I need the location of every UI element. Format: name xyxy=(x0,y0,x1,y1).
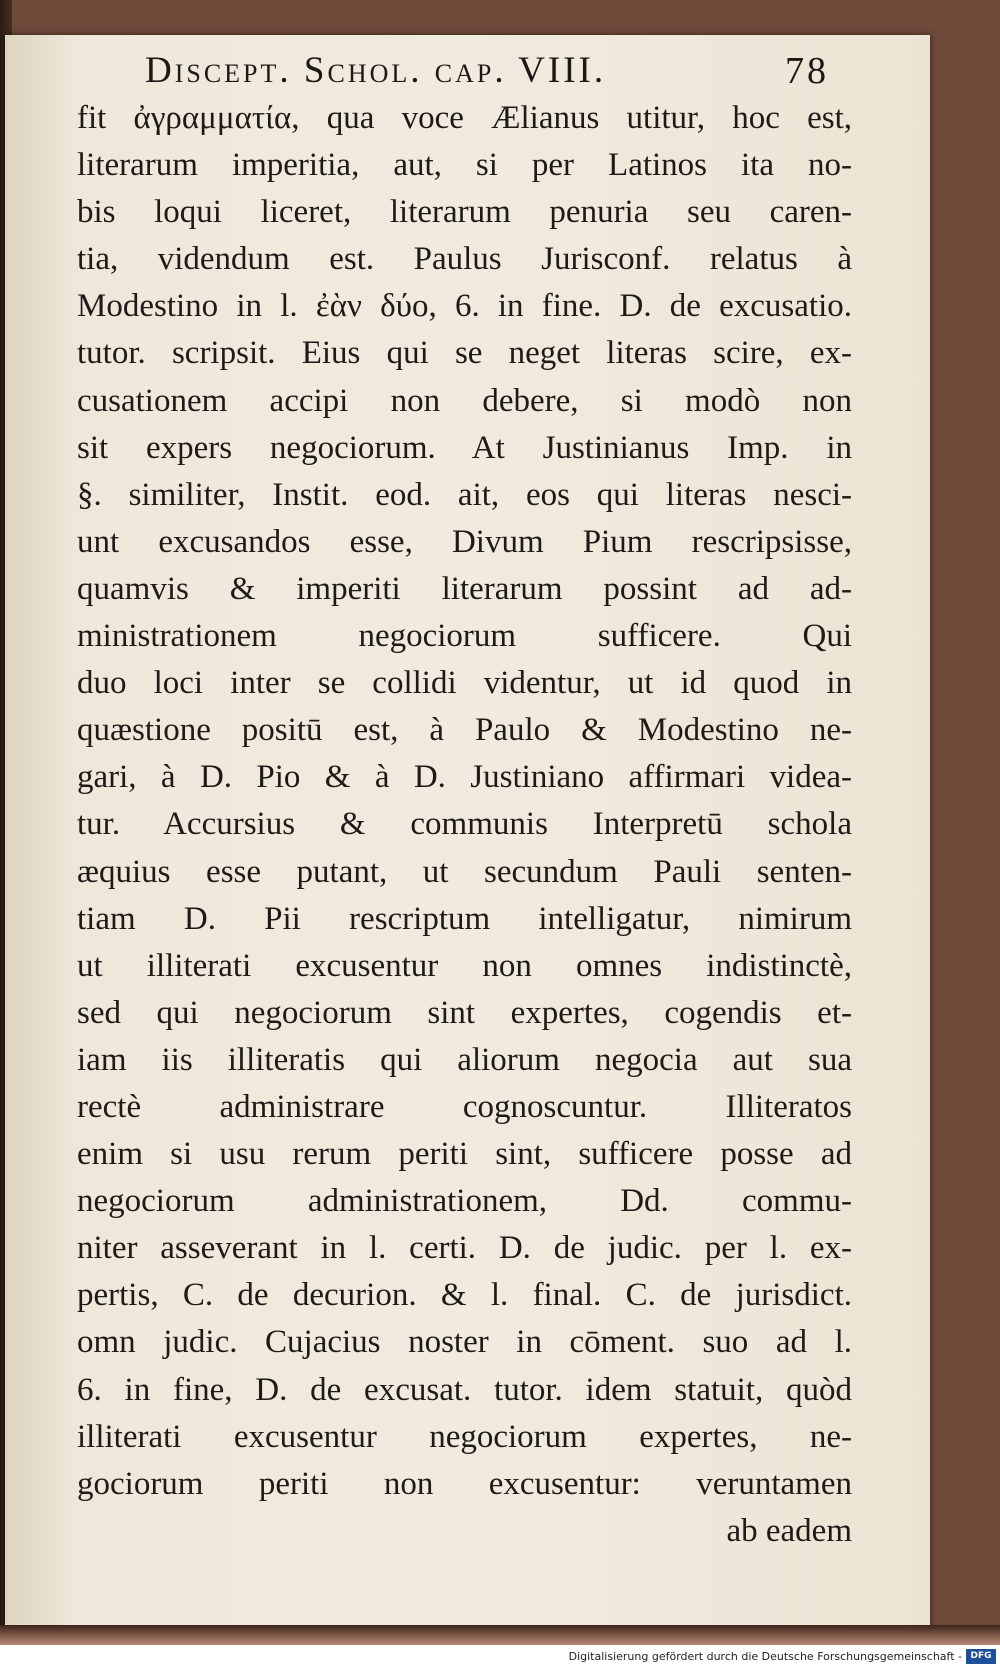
text-line: tutor. scripsit. Eius qui se neget literas scire, ex- xyxy=(77,335,852,372)
book-page xyxy=(5,35,930,1635)
running-head xyxy=(145,41,845,99)
text-line: æquius esse putant, ut secundum Pauli senten- xyxy=(77,853,852,890)
text-line: unt excusandos esse, Divum Pium rescripsisse, xyxy=(77,523,852,560)
page-number: 78 xyxy=(785,50,829,92)
text-line: duo loci inter se collidi videntur, ut id quod in xyxy=(77,665,852,702)
text-line: iam iis illiteratis qui aliorum negocia aut sua xyxy=(77,1041,852,1078)
text-line: sit expers negociorum. At Justinianus Imp. in xyxy=(77,429,852,466)
text-line: ab eadem xyxy=(726,1512,852,1549)
text-line: enim si usu rerum periti sint, sufficere posse ad xyxy=(77,1136,852,1173)
text-line: ministrationem negociorum sufficere. Qui xyxy=(77,618,852,655)
text-line: negociorum administrationem, Dd. commu- xyxy=(77,1183,852,1220)
text-line: ut illiterati excusentur non omnes indistinctè, xyxy=(77,947,852,984)
text-line: illiterati excusentur negociorum expertes, ne- xyxy=(77,1418,852,1455)
text-line: sed qui negociorum sint expertes, cogendis et- xyxy=(77,994,852,1031)
text-line: rectè administrare cognoscuntur. Illiteratos xyxy=(77,1088,852,1125)
text-line: pertis, C. de decurion. & l. final. C. de jurisdict. xyxy=(77,1277,852,1314)
text-line: tia, videndum est. Paulus Jurisconf. relatus à xyxy=(77,241,852,278)
text-line: gociorum periti non excusentur: veruntamen xyxy=(77,1465,852,1502)
body-text xyxy=(77,95,852,1555)
text-line: quamvis & imperiti literarum possint ad ad- xyxy=(77,570,852,607)
digitization-footer xyxy=(0,1645,1000,1670)
text-line: gari, à D. Pio & à D. Justiniano affirmari videa- xyxy=(77,759,852,796)
text-line: cusationem accipi non debere, si modò non xyxy=(77,382,852,419)
text-line: tur. Accursius & communis Interpretū schola xyxy=(77,806,852,843)
text-line: tiam D. Pii rescriptum intelligatur, nimirum xyxy=(77,900,852,937)
text-line: literarum imperitia, aut, si per Latinos ita no- xyxy=(77,147,852,184)
page-bottom-edge xyxy=(0,1625,1000,1645)
funding-credit: Digitalisierung gefördert durch die Deutsche Forschungsgemeinschaft - xyxy=(568,1650,962,1663)
dfg-logo: DFG xyxy=(966,1649,996,1664)
text-line: bis loqui liceret, literarum penuria seu caren- xyxy=(77,194,852,231)
text-line: §. similiter, Instit. eod. ait, eos qui literas nesci- xyxy=(77,476,852,513)
text-line: 6. in fine, D. de excusat. tutor. idem statuit, quòd xyxy=(77,1371,852,1408)
text-line: omn judic. Cujacius noster in cōment. suo ad l. xyxy=(77,1324,852,1361)
text-line: Modestino in l. ἐὰν δύο, 6. in fine. D. de excusatio. xyxy=(77,288,852,325)
running-head-title: Discept. Schol. cap. VIII. xyxy=(145,50,607,91)
text-line: quæstione positū est, à Paulo & Modestino ne- xyxy=(77,712,852,749)
text-line: fit ἀγραμματία, qua voce Ælianus utitur, hoc est, xyxy=(77,100,852,136)
text-line: niter asseverant in l. certi. D. de judic. per l. ex- xyxy=(77,1230,852,1267)
